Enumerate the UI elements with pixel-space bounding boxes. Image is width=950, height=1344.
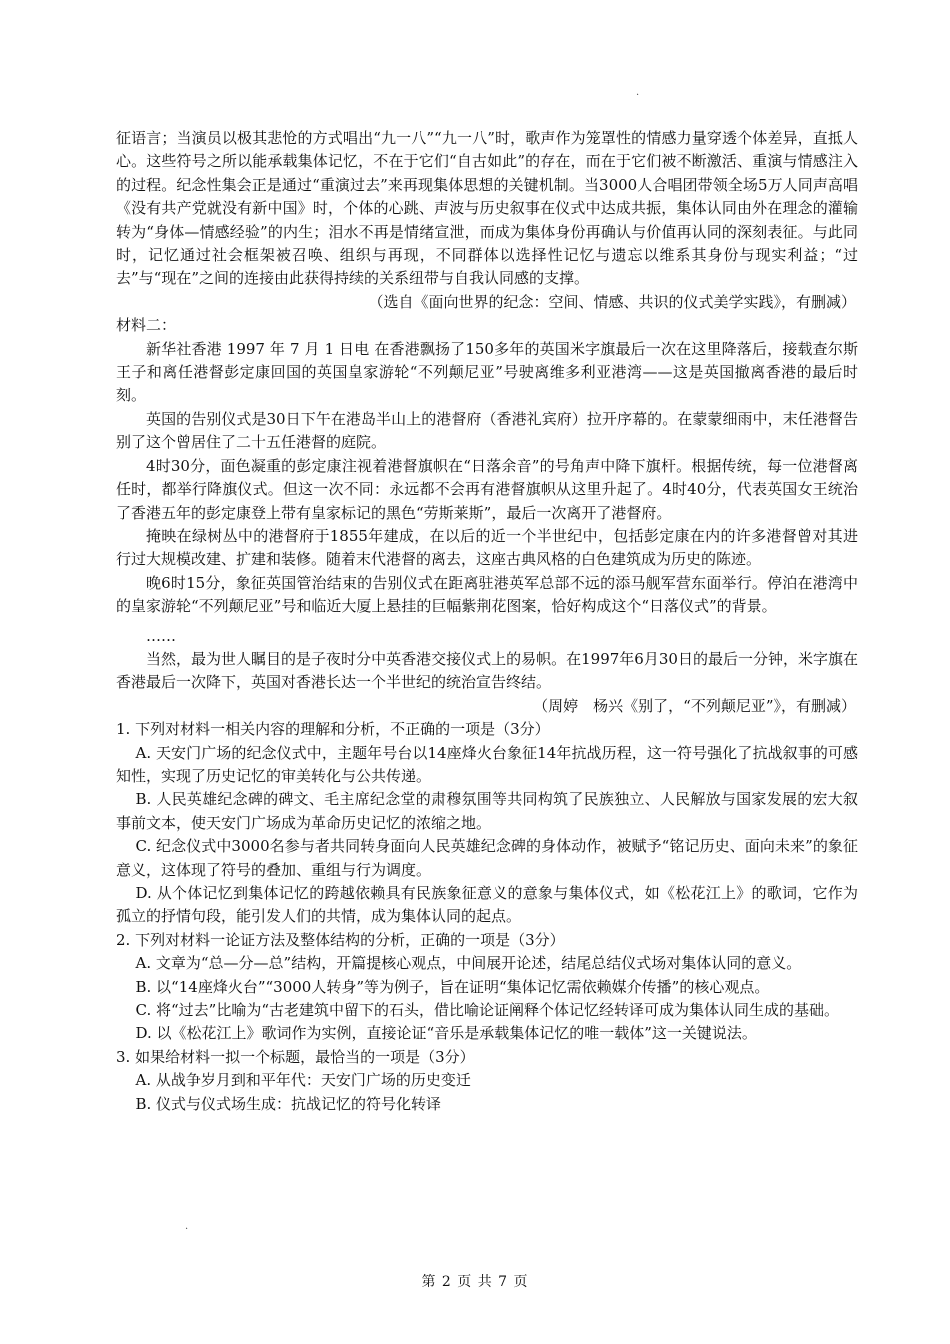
question-1-option-c: C. 纪念仪式中3000名参与者共同转身面向人民英雄纪念碑的身体动作，被赋予“铭记历史、面向未来”的象征意义，这体现了符号的叠加、重组与行为调度。 (116, 837, 858, 879)
material2-heading: 材料二： (116, 316, 177, 335)
material2-paragraph: 英国的告别仪式是30日下午在港岛半山上的港督府（香港礼宾府）拉开序幕的。在蒙蒙细雨中，末任港督告别了这个曾居住了二十五任港督的庭院。 (116, 409, 858, 452)
question-1-option-d: D. 从个体记忆到集体记忆的跨越依赖具有民族象征意义的意象与集体仪式，如《松花江上》的歌词，它作为孤立的抒情句段，能引发人们的共情，成为集体认同的起点。 (116, 884, 858, 926)
question-3-option-b: B. 仪式与仪式场生成：抗战记忆的符号化转译 (135, 1094, 442, 1113)
material2-paragraph: 晚6时15分，象征英国管治结束的告别仪式在距离驻港英军总部不远的添马舰军营东面举行。停泊在港湾中的皇家游轮“不列颠尼亚”号和临近大厦上悬挂的巨幅紫荆花图案，恰好构成这个“日落仪式”的背景。 (116, 573, 858, 616)
question-2-option-d: D. 以《松花江上》歌词作为实例，直接论证“音乐是承载集体记忆的唯一载体”这一关键说法。 (135, 1024, 757, 1043)
material2-paragraph: 当然，最为世人瞩目的是子夜时分中英香港交接仪式上的易帜。在1997年6月30日的最后一分钟，米字旗在香港最后一次降下，英国对香港长达一个半世纪的统治宣告终结。 (116, 649, 858, 692)
question-2-option-a: A. 文章为“总—分—总”结构，开篇提核心观点，中间展开论述，结尾总结仪式场对集体认同的意义。 (135, 954, 802, 973)
question-3-stem: 3. 如果给材料一拟一个标题，最恰当的一项是（3分） (116, 1047, 475, 1066)
material2-paragraph: 掩映在绿树丛中的港督府于1855年建成，在以后的近一个半世纪中，包括彭定康在内的许多港督曾对其进行过大规模改建、扩建和装修。随着末代港督的离去，这座古典风格的白色建筑成为历史的陈迹。 (116, 526, 858, 569)
page-footer: 第 2 页 共 7 页 (421, 1274, 529, 1290)
material2-source: （周婷 杨兴《别了，“不列颠尼亚”》，有删减） (533, 696, 856, 715)
question-1-option-b: B. 人民英雄纪念碑的碑文、毛主席纪念堂的肃穆氛围等共同构筑了民族独立、人民解放与国家发展的宏大叙事前文本，使天安门广场成为革命历史记忆的浓缩之地。 (116, 790, 858, 832)
content-column (116, 127, 858, 1116)
material1-tail-paragraph: 征语言；当演员以极其悲怆的方式唱出“九一八”“九一八”时，歌声作为笼罩性的情感力量穿透个体差异，直抵人心。这些符号之所以能承载集体记忆，不在于它们“自古如此”的存在，而在于它们被不断激活、重演与情感注入的过程。纪念性集会正是通过“重演过去”来再现集体思想的关键机制。当3000人合唱团带领全场5万人同声高唱《没有共产党就没有新中国》时，个体的心跳、声波与历史叙事在仪式中达成共振，集体认同由外在理念的灌输转为“身体—情感经验”的内生；泪水不再是情绪宣泄，而成为集体身份再确认与价值再认同的深刻表征。与此同时，记忆通过社会框架被召唤、组织与再现，不同群体以选择性记忆与遗忘以维系其身份与现实利益；“过去”与“现在”之间的连接由此获得持续的关系纽带与自我认同感的支撑。 (116, 129, 858, 288)
question-2-option-c: C. 将“过去”比喻为“古老建筑中留下的石头，借比喻论证阐释个体记忆经转译可成为集体认同生成的基础。 (135, 1001, 839, 1020)
stray-dot-bottom: · (185, 1224, 189, 1235)
material1-source: （选自《面向世界的纪念：空间、情感、共识的仪式美学实践》，有删减） (368, 292, 856, 311)
question-1-option-a: A. 天安门广场的纪念仪式中，主题年号台以14座烽火台象征14年抗战历程，这一符号强化了抗战叙事的可感知性，实现了历史记忆的审美转化与公共传递。 (116, 743, 858, 785)
question-3-option-a: A. 从战争岁月到和平年代：天安门广场的历史变迁 (135, 1071, 471, 1090)
question-2-option-b: B. 以“14座烽火台”“3000人转身”等为例子，旨在证明“集体记忆需依赖媒介传播”的核心观点。 (135, 977, 770, 996)
material2-ellipsis: …… (146, 626, 176, 645)
stray-dot-top: · (636, 90, 640, 101)
question-2-stem: 2. 下列对材料一论证方法及整体结构的分析，正确的一项是（3分） (116, 930, 565, 949)
material2-paragraph: 4时30分，面色凝重的彭定康注视着港督旗帜在“日落余音”的号角声中降下旗杆。根据传统，每一位港督离任时，都举行降旗仪式。但这一次不同：永远都不会再有港督旗帜从这里升起了。4时40分，代表英国女王统治了香港五年的彭定康登上带有皇家标记的黑色“劳斯莱斯”，最后一次离开了港督府。 (116, 456, 858, 522)
question-1-stem: 1. 下列对材料一相关内容的理解和分析，不正确的一项是（3分） (116, 720, 550, 739)
material2-paragraph: 新华社香港 1997 年 7 月 1 日电 在香港飘扬了150多年的英国米字旗最后一次在这里降落后，接载查尔斯王子和离任港督彭定康回国的英国皇家游轮“不列颠尼亚”号驶离维多利亚港湾——这是英国撤离香港的最后时刻。 (116, 339, 858, 405)
